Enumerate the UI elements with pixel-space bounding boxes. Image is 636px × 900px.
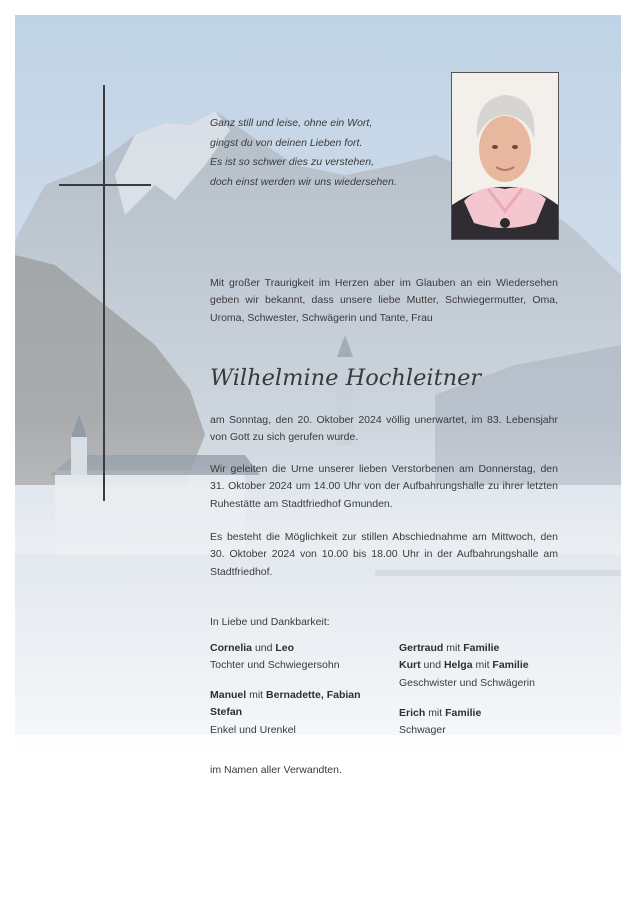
- obituary-card: [15, 15, 621, 885]
- mourner-relation: Tochter und Schwiegersohn: [210, 659, 340, 672]
- mourner-group: [399, 705, 481, 740]
- connector-word: mit: [428, 707, 443, 719]
- connector-word: und: [254, 642, 273, 654]
- burial-notice: Wir geleiten die Urne unserer lieben Verstorbenen am Donnerstag, den 31. Oktober 2024 um 14.00 Uhr von der Aufbahrungshalle zu ihrer letzten Ruhestätte am Stadtfriedhof Gmunden.: [210, 463, 558, 510]
- farewell-notice: Es besteht die Möglichkeit zur stillen Abschiednahme am Mittwoch, den 30. Oktober 2024 von 10.00 bis 18.00 Uhr in der Aufbahrungshalle am Stadtfriedhof.: [210, 531, 558, 578]
- mourner-group: [399, 640, 535, 692]
- mourner-name: Helga: [443, 659, 473, 672]
- mourner-relation: Enkel und Urenkel: [210, 723, 296, 736]
- mourner-name: Stefan: [210, 706, 243, 719]
- mourner-name: Gertraud: [399, 642, 444, 654]
- connector-word: mit: [249, 689, 264, 701]
- mourner-name: Erich: [399, 707, 426, 719]
- connector-word: und: [423, 659, 442, 672]
- mourner-name: Bernadette, Fabian: [266, 689, 361, 701]
- mourner-name: Familie: [463, 642, 500, 654]
- mourner-name: Manuel: [210, 689, 247, 701]
- mourner-group: [210, 687, 361, 739]
- mourner-name: Familie: [492, 659, 529, 672]
- poem-line: gingst du von deinen Lieben fort.: [210, 136, 363, 149]
- mourner-name: Leo: [275, 642, 295, 654]
- poem-line: doch einst werden wir uns wiedersehen.: [210, 175, 397, 188]
- connector-word: mit: [475, 659, 490, 672]
- poem-line: Ganz still und leise, ohne ein Wort,: [210, 117, 373, 129]
- mourner-name: Familie: [445, 707, 482, 719]
- mourner-relation: Schwager: [399, 724, 446, 737]
- connector-word: mit: [446, 642, 461, 654]
- cross-horizontal-bar: [59, 184, 151, 186]
- death-notice: am Sonntag, den 20. Oktober 2024 völlig unerwartet, im 83. Lebensjahr von Gott zu sich gerufen wurde.: [210, 414, 558, 444]
- cross-vertical-bar: [103, 85, 105, 501]
- closing-phrase: In Liebe und Dankbarkeit:: [210, 616, 330, 628]
- mourner-relation: Geschwister und Schwägerin: [399, 676, 535, 689]
- deceased-name: Wilhelmine Hochleitner: [210, 365, 482, 391]
- footer-text: im Namen aller Verwandten.: [210, 764, 342, 776]
- mourner-name: Cornelia: [210, 642, 253, 654]
- poem: [210, 114, 558, 192]
- poem-line: Es ist so schwer dies zu verstehen,: [210, 156, 374, 168]
- mourner-name: Kurt: [399, 659, 421, 672]
- announcement-text: Mit großer Traurigkeit im Herzen aber im Glauben an ein Wiedersehen geben wir bekannt, dass unsere liebe Mutter, Schwiegermutter, Oma, Uroma, Schwester, Schwägerin und Tante, Frau: [210, 277, 558, 324]
- mourner-group: [210, 640, 340, 675]
